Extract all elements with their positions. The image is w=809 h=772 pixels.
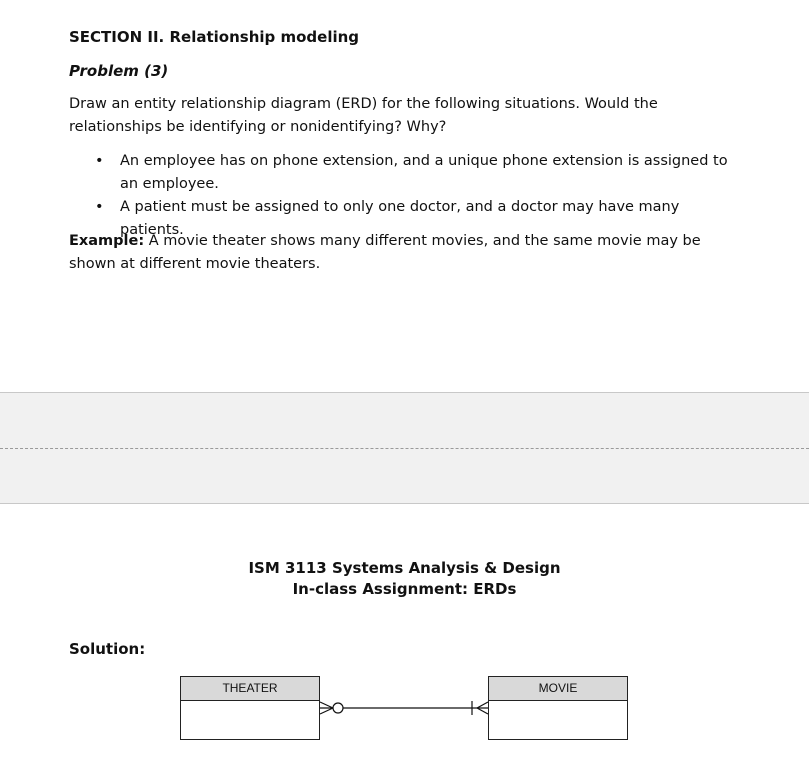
- section-title: SECTION II. Relationship modeling: [69, 28, 360, 46]
- page-gap: [0, 392, 809, 504]
- situation-list: [69, 150, 739, 242]
- course-title: ISM 3113 Systems Analysis & Design: [248, 559, 561, 577]
- page-break-line: [0, 448, 809, 449]
- entity-theater-name: THEATER: [181, 677, 319, 701]
- bullet-icon: •: [95, 153, 104, 169]
- example-text: A movie theater shows many different movies, and the same movie may be shown at different movie theaters.: [69, 233, 701, 272]
- example-label: Example:: [69, 233, 145, 249]
- page-2: [0, 504, 809, 772]
- entity-movie-name: MOVIE: [489, 677, 627, 701]
- assignment-title: In-class Assignment: ERDs: [292, 580, 517, 598]
- bullet-icon: •: [95, 199, 104, 215]
- list-item: • An employee has on phone extension, and a unique phone extension is assigned to an employee.: [69, 150, 739, 196]
- problem-title: Problem (3): [69, 62, 169, 80]
- example-paragraph: [69, 230, 739, 276]
- instructions-paragraph: Draw an entity relationship diagram (ERD) for the following situations. Would the relationships be identifying or nonidentifying? Why?: [69, 96, 658, 135]
- list-item: • A patient must be assigned to only one doctor, and a doctor may have many patients.: [69, 196, 739, 242]
- solution-label: Solution:: [69, 640, 146, 658]
- relationship-diagram: [0, 504, 809, 772]
